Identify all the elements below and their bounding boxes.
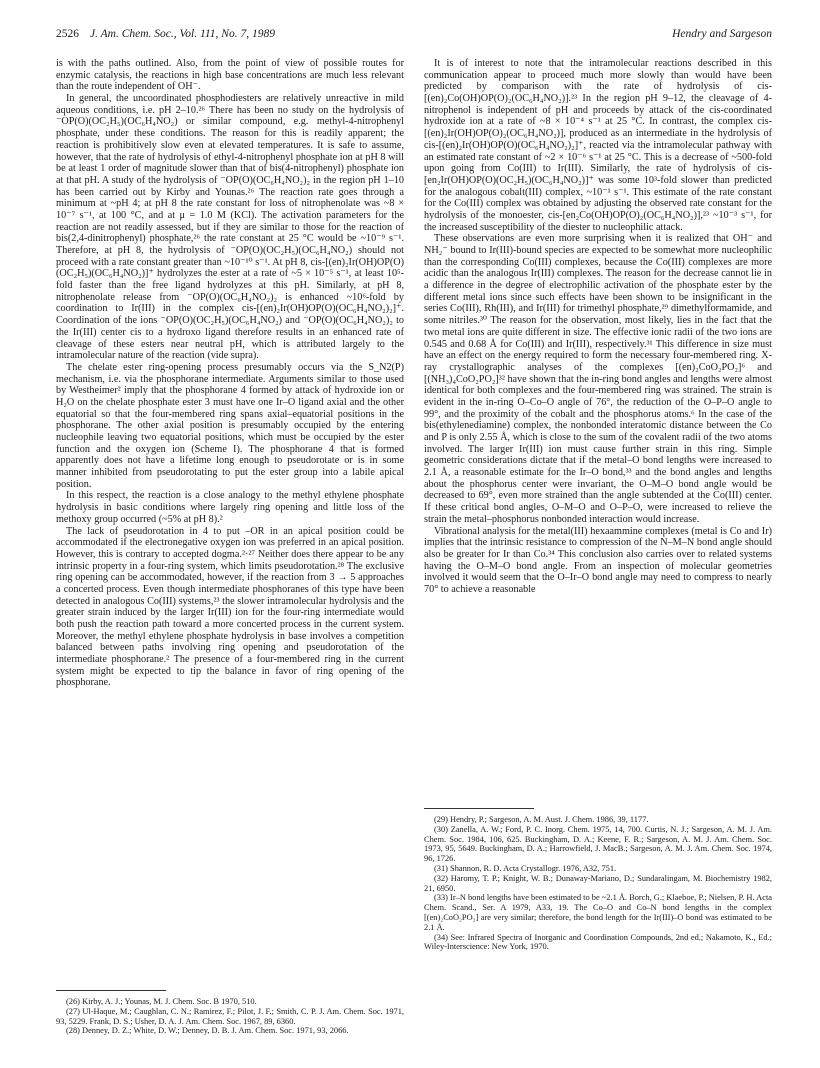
footnote: (32) Haromy, T. P.; Knight, W. B.; Dunaway-Mariano, D.; Sundaralingam, M. Biochemistry 1982, 21, 6950. — [424, 873, 772, 893]
footnote: (28) Denney, D. Z.; White, D. W.; Denney, D. B. J. Am. Chem. Soc. 1971, 93, 2066. — [66, 1026, 349, 1036]
journal-page — [56, 28, 772, 1048]
left-footnotes — [56, 990, 404, 1036]
paragraph: In this respect, the reaction is a close analogy to the methyl ethylene phosphate hydrolysis in basic conditions where largely ring opening and little loss of the methoxy group occurred (~5% at pH 8).² — [56, 490, 404, 525]
footnote-divider — [56, 990, 166, 991]
page-number: 2526 — [56, 28, 79, 40]
footnote: (26) Kirby, A. J.; Younas, M. J. Chem. Soc. B 1970, 510. — [66, 997, 257, 1006]
paragraph: These observations are even more surprising when it is realized that OH⁻ and NH₂⁻ bound to Ir(III)-bound species are expected to be somewhat more nucleophilic than the corresponding Co(III) complexes, because the Co(III) complexes are more acidic than the analogous Ir(III) complexes. The reason for the decrease cannot lie in a difference in the degree of electrophilic activation of the phosphate ester by the different metal ions since such effects have been shown to be insignificant in the series Co(III), Rh(III), and Ir(III) for trimethyl phosphate,²⁹ dimethylformamide, and some nitriles.³⁰ The reason for the observation, most likely, lies in the fact that the two metal ions are quite different in size. The effective ionic radii of the two ions are 0.545 and 0.68 Å for Co(III) and Ir(III), respectively.³¹ This difference in size must have an effect on the energy required to form the necessary four-membered ring. X-ray crystallographic analyses of the complexes [(en)₂CoO₂PO₂]⁶ and [(NH₃)₄CoO₂PO₂]³² have shown that the in-ring bond angles and lengths were almost identical for both complexes and the four-membered ring was strained. The strain is evident in the in-ring O–Co–O angle of 76°, the reduction of the O–P–O angle to 99°, and the proximity of the cobalt and the phosphorus atoms.⁶ In the case of the bis(ethylenediamine) complex, the nonbonded interatomic distance between the Co and P is only 2.55 Å, which is close to the sum of the covalent radii of the two atoms involved. The larger Ir(III) ion must cause further strain in this ring. Simple geometric considerations dictate that if the metal–O bond lengths were increased to 2.1 Å, a reasonable estimate for the Ir–O bond,³³ and the bond angles and lengths about the phosphorus center were invariant, the O–M–O bond angle would be decreased to 69°, even more strained than the angle subtended at the Co(III) center. If these critical bond angles, O–M–O and O–P–O, were increased to relieve the strain the metal–phosphorus nonbonded interaction would increase. — [424, 233, 772, 525]
running-header — [56, 28, 772, 44]
paragraph: is with the paths outlined. Also, from the point of view of possible routes for enzymic catalysis, the reactions in high base concentrations are much less relevant than the route independent of OH⁻. — [56, 58, 404, 93]
footnote: (34) See: Infrared Spectra of Inorganic and Coordination Compounds, 2nd ed.; Nakamoto, K., Ed.; Wiley-Interscience: New York, 1970. — [424, 932, 772, 952]
right-column — [424, 58, 772, 596]
left-column — [56, 58, 404, 689]
footnote: (31) Shannon, R. D. Acta Crystallogr. 1976, A32, 751. — [434, 863, 617, 873]
running-authors: Hendry and Sargeson — [672, 28, 772, 40]
journal-citation: J. Am. Chem. Soc., Vol. 111, No. 7, 1989 — [90, 28, 275, 40]
paragraph: Vibrational analysis for the metal(III) hexaammine complexes (metal is Co and Ir) implies that the intrinsic resistance to compression of the N–M–N bond angle should also be greater for Ir than Co.³⁴ This conclusion also carries over to related systems having the O–M–O bond angle. From an inspection of molecular geometries involved it would seem that the O–Ir–O bond angle may need to compress to nearly 70° to achieve a reasonable — [424, 525, 772, 595]
footnote: (33) Ir–N bond lengths have been estimated to be ~2.1 Å. Borch, G.; Klaeboe, P.; Nielsen, P. H. Acta Chem. Scand., Ser. A 1979, A33, 19. The Co–O and Co–N bond lengths in the complex [(en)₂CoO₂PO₂] are very similar; therefore, the bond length for the Ir(III)–O bond was estimated to be 2.1 Å. — [424, 893, 772, 932]
paragraph: It is of interest to note that the intramolecular reactions described in this communication appear to proceed much more slowly than would have been predicted by comparison with the rate of hydrolysis of cis-[(en)₂Co(OH)OP(O)₂(OC₆H₄NO₂)].²³ In the region pH 9–12, the cleavage of 4-nitrophenol is independent of pH and proceeds by attack of the cis-coordinated hydroxide ion at a rate of ~8 × 10⁻⁴ s⁻¹ at 25 °C. In contrast, the complex cis-[(en)₂Ir(OH)OP(O)₂(OC₆H₄NO₂)], produced as an intermediate in the hydrolysis of cis-[(en)₂Ir(OH)OP(O)(OC₆H₄NO₂)₂]⁺, reacted via the intramolecular pathway with an estimated rate constant of ~2 × 10⁻⁶ s⁻¹ at 25 °C. This is a decrease of ~500-fold upon going from Co(III) to Ir(III). Similarly, the rate of hydrolysis of cis-[en₂Ir(OH)OP(O)(OC₂H₅)(OC₆H₄NO₂)]⁺ was some 10³-fold slower than predicted for the analogous cobalt(III) complex, ~10⁻¹ s⁻¹. This estimate of the rate constant for the Co(III) complex was obtained by adjusting the observed rate constant for the hydrolysis of the monoester, cis-[en₂Co(OH)OP(O)₂(OC₆H₄NO₂)],²³ ~10⁻³ s⁻¹, for the increased susceptibility of the diester to nucleophilic attack. — [424, 58, 772, 233]
footnote: (30) Zanella, A. W.; Ford, P. C. Inorg. Chem. 1975, 14, 700. Curtis, N. J.; Sargeson, A. M. J. Am. Chem. Soc. 1984, 106, 625. Buckingham, D. A.; Keene, F. R.; Sargeson, A. M. J. Am. Chem. Soc. 1973, 95, 5649. Buckingham, D. A.; Harrowfield, J. MacB.; Sargeson, A. M. J. Am. Chem. Soc. 1974, 96, 1726. — [424, 824, 772, 864]
right-footnotes — [424, 808, 772, 952]
footnote: (29) Hendry, P.; Sargeson, A. M. Aust. J. Chem. 1986, 39, 1177. — [434, 815, 649, 824]
footnote-divider — [424, 808, 534, 809]
paragraph: The lack of pseudorotation in 4 to put –OR in an apical position could be accommodated if the electronegative oxygen ion was preferred in an apical position. However, this is contrary to accepted dogma.²·²⁷ Neither does there appear to be any intrinsic property in a four-ring system, which limits pseudorotation.²⁸ The exclusive ring opening can be accommodated, however, if the reaction from 3 → 5 approaches a concerted process. Even though intermediate phosphoranes of this type have been detected in analogous Co(III) systems,²³ the slower intramolecular hydrolysis and the greater strain induced by the larger Ir(III) ion for the four-ring intermediate would both push the reaction path toward a more concerted process in the current system. Moreover, the methyl ethylene phosphate hydrolysis in base involves a competition balanced between paths involving ring opening and pseudorotation of the intermediate phosphorane.² The presence of a four-membered ring in the current system might be expected to tip the balance in favor of ring opening of the phosphorane. — [56, 525, 404, 689]
footnote: (27) Ul-Haque, M.; Caughlan, C. N.; Ramirez, F.; Pilot, J. F.; Smith, C. P. J. Am. Chem. Soc. 1971, 93, 5229. Frank, D. S.; Usher, D. A. J. Am. Chem. Soc. 1967, 89, 6360. — [56, 1006, 404, 1026]
paragraph: In general, the uncoordinated phosphodiesters are relatively unreactive in mild aqueous conditions, i.e. pH 2–10.²⁶ There has been no study on the hydrolysis of ⁻OP(O)(OC₂H₅)(OC₆H₄NO₂) or similar compound, e.g. methyl-4-nitrophenyl phosphate, under these conditions. The reason for this is readily apparent; the reaction is prohibitively slow even at elevated temperatures. It is safe to assume, however, that the rate of hydrolysis of ethyl-4-nitrophenyl phosphate ion at pH 8 will be at least 1 order of magnitude slower than that of bis(4-nitrophenyl) phosphate ion at that pH. A study of the hydrolysis of ⁻OP(O)(OC₆H₄NO₂)₂ in the region pH 1–10 has been carried out by Kirby and Younas.²⁶ The reaction rate goes through a minimum at ~pH 4; at pH 8 the rate constant for loss of nitrophenolate was ~8 × 10⁻⁷ s⁻¹, at 100 °C, and at μ = 1.0 M (KCl). The activation parameters for the reaction are not readily assessed, but if they are similar to those for the reaction of bis(2,4-dinitrophenyl) phosphate,²⁶ the rate constant at 25 °C would be ~10⁻⁹ s⁻¹. Therefore, at pH 8, the hydrolysis of ⁻OP(O)(OC₂H₅)(OC₆H₄NO₂) should not proceed with a rate constant greater than ~10⁻¹⁰ s⁻¹. At pH 8, cis-[(en)₂Ir(OH)OP(O)(OC₂H₅)(OC₆H₄NO₂)]⁺ hydrolyzes the ester at a rate of ~5 × 10⁻⁵ s⁻¹, at least 10⁵-fold faster than the free ligand hydrolyzes at this pH. Similarly, at pH 8, nitrophenolate release from ⁻OP(O)(OC₆H₄NO₂)₂ is enhanced ~10⁶-fold by coordination to Ir(III) in the complex cis-[(en)₂Ir(OH)OP(O)(OC₆H₄NO₂)₂]⁺. Coordination of the ions ⁻OP(O)(OC₂H₅)(OC₆H₄NO₂) and ⁻OP(O)(OC₆H₄NO₂)₂ to the Ir(III) center cis to a hydroxo ligand therefore results in an enhanced rate of cleavage of these esters near neutral pH, which is attributed largely to the intramolecular nature of the reaction (vide supra). — [56, 93, 404, 362]
paragraph: The chelate ester ring-opening process presumably occurs via the S_N2(P) mechanism, i.e. via the phosphorane intermediate. Arguments similar to those used by Westheimer² imply that the phosphorane 4 formed by attack of hydroxide ion or H₂O on the chelate phosphate ester 3 must have one Ir–O ligand axial and the other equatorial so that the four-membered ring spans axial–equatorial positions in the phosphorane. The other axial position is presumably occupied by the entering nucleophile leaving two equatorial positions, which must be occupied by the ester function and the oxygen ion (Scheme I). The phosphorane 4 that is formed apparently does not have a lifetime long enough to pseudorotate or is in some manner inhibited from pseudorotating to put the ester group into a labile apical position. — [56, 361, 404, 490]
